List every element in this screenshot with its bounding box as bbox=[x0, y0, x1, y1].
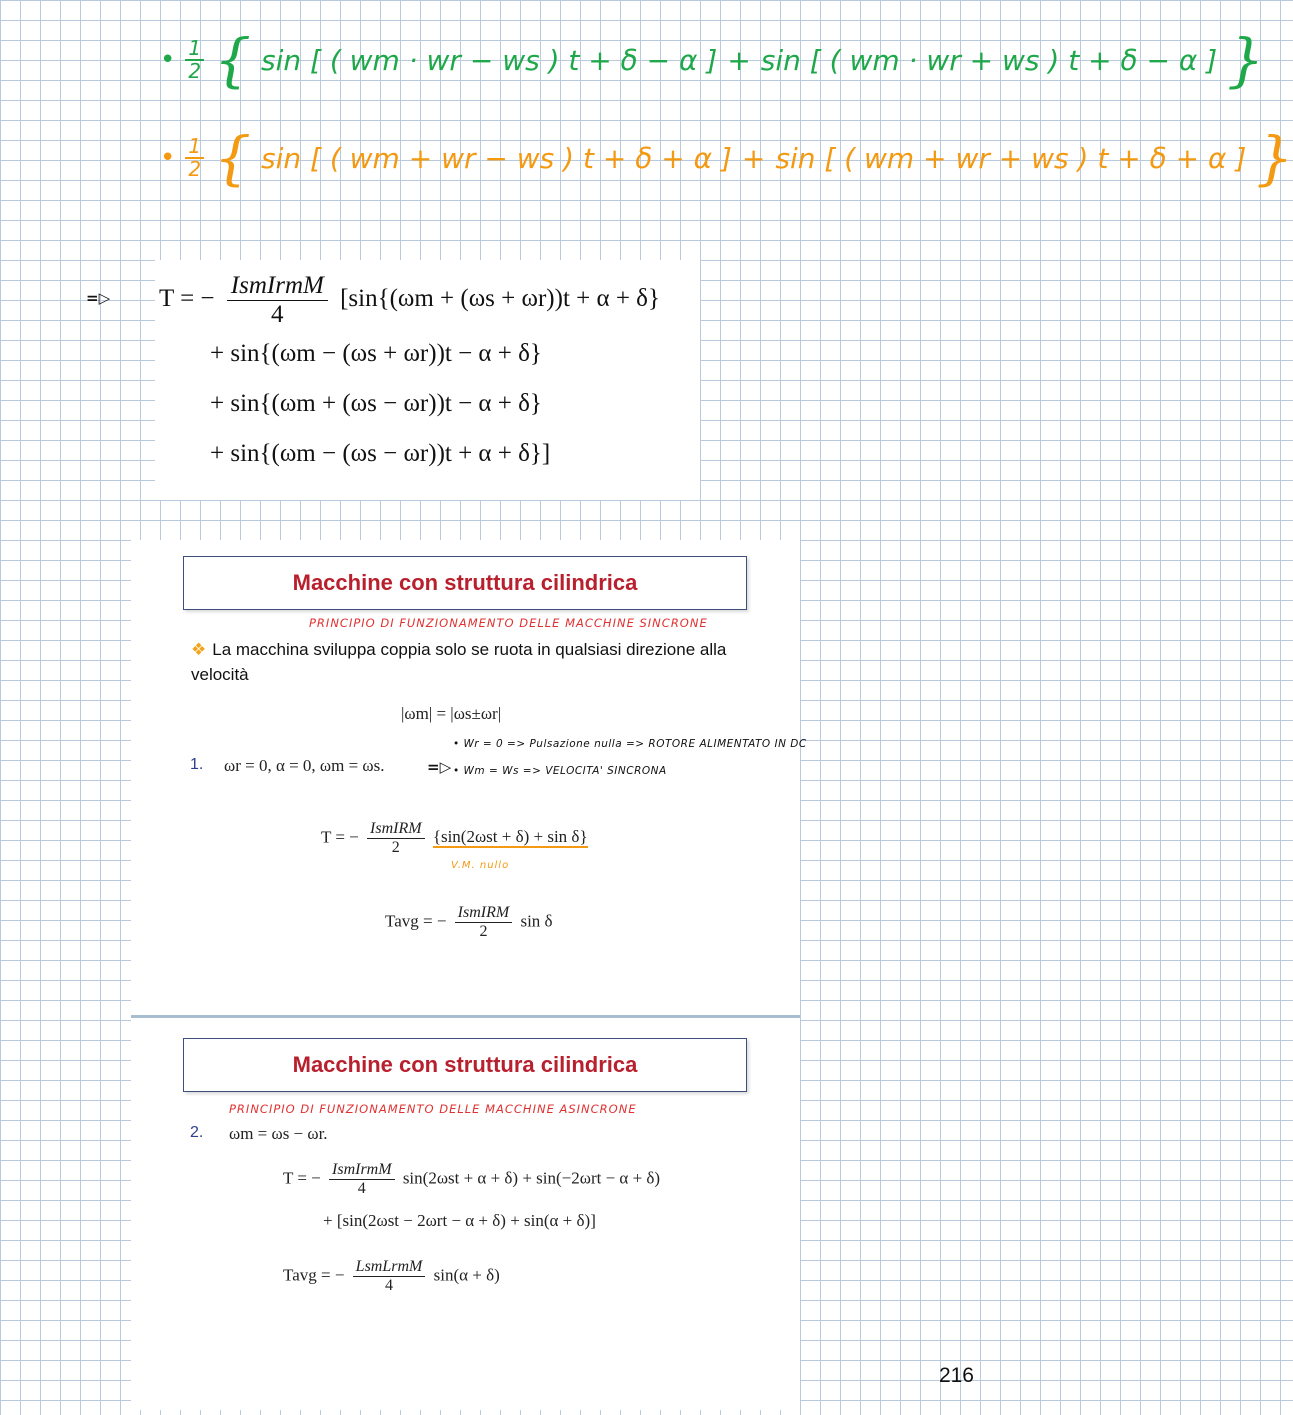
close-brace: } bbox=[1227, 26, 1265, 94]
average-torque-fraction bbox=[455, 904, 513, 941]
torque-fraction bbox=[367, 820, 425, 857]
handwritten-line-orange bbox=[160, 118, 1293, 198]
average-torque-formula bbox=[283, 1258, 500, 1295]
torque-rhs: {sin(2ωst + δ) + sin δ} bbox=[432, 827, 588, 847]
torque-lhs: T = − bbox=[321, 827, 359, 847]
torque-equation-box bbox=[155, 260, 700, 500]
fraction-denominator: 4 bbox=[357, 1180, 366, 1197]
slide-asynchronous bbox=[131, 1018, 800, 1410]
implies-arrow: =▷ bbox=[427, 758, 452, 776]
slide-title: Macchine con struttura cilindrica bbox=[183, 1038, 747, 1092]
implies-arrow: =▷ bbox=[86, 289, 111, 307]
torque-formula bbox=[321, 820, 588, 857]
fraction-numerator: IsmIRM bbox=[367, 820, 425, 839]
handwritten-term-1: sin [ ( wm · wr − ws ) t + δ − α ] bbox=[260, 43, 718, 77]
fraction-half bbox=[185, 136, 204, 180]
average-torque-rhs: sin δ bbox=[520, 911, 553, 931]
torque-equation-row-2: + sin{(ωm − (ωs + ωr))t − α + δ} bbox=[210, 340, 542, 367]
fraction-half bbox=[185, 38, 204, 82]
item-number: 1. bbox=[190, 756, 204, 773]
fraction-numerator: 1 bbox=[185, 136, 204, 159]
torque-equation-row-4: + sin{(ωm − (ωs − ωr))t + α + δ}] bbox=[210, 440, 551, 467]
plus-sign: + bbox=[741, 141, 766, 175]
average-torque-fraction bbox=[353, 1258, 426, 1295]
torque-formula bbox=[283, 1161, 660, 1198]
torque-row-2: + [sin(2ωst − 2ωrt − α + δ) + sin(α + δ)] bbox=[323, 1211, 596, 1230]
fraction-numerator: IsmIrmM bbox=[227, 272, 328, 301]
slide-synchronous bbox=[131, 540, 807, 1015]
handwritten-term-2: sin [ ( wm · wr + ws ) t + δ − α ] bbox=[760, 43, 1218, 77]
slide-title: Macchine con struttura cilindrica bbox=[183, 556, 747, 610]
bullet-text: La macchina sviluppa coppia solo se ruota in qualsiasi direzione alla velocità bbox=[191, 640, 727, 684]
minus-sign: − bbox=[200, 285, 215, 313]
fraction-numerator: IsmIRM bbox=[455, 904, 513, 923]
handwritten-line-green bbox=[160, 20, 1264, 100]
bullet-item bbox=[191, 638, 751, 687]
torque-row-1: sin(2ωst + α + δ) + sin(−2ωrt − α + δ) bbox=[402, 1168, 661, 1188]
item-number: 2. bbox=[190, 1124, 204, 1141]
diamond-bullet-icon: ❖ bbox=[191, 640, 207, 659]
average-torque-formula bbox=[385, 904, 553, 941]
handwritten-term-2: sin [ ( wm + wr + ws ) t + δ + α ] bbox=[775, 141, 1247, 175]
torque-fraction bbox=[227, 272, 328, 329]
fraction-numerator: IsmIrmM bbox=[329, 1161, 395, 1180]
open-brace: { bbox=[214, 26, 251, 94]
fraction-denominator: 2 bbox=[188, 59, 202, 83]
handwritten-note-2: • Wm = Ws => VELOCITA' SINCRONA bbox=[453, 765, 667, 777]
fraction-denominator: 4 bbox=[385, 1277, 394, 1294]
torque-equation-row-3: + sin{(ωm + (ωs − ωr))t − α + δ} bbox=[210, 390, 542, 417]
fraction-denominator: 4 bbox=[271, 301, 284, 328]
average-torque-lhs: Tavg = − bbox=[283, 1265, 345, 1285]
torque-lhs: T = − bbox=[283, 1168, 321, 1188]
torque-lhs: T = bbox=[159, 285, 195, 313]
average-torque-rhs: sin(α + δ) bbox=[433, 1265, 500, 1285]
average-torque-lhs: Tavg = − bbox=[385, 911, 447, 931]
speed-relation: |ωm| = |ωs±ωr| bbox=[401, 704, 502, 723]
close-brace: } bbox=[1256, 124, 1293, 192]
fraction-denominator: 2 bbox=[479, 923, 488, 940]
handwritten-note-1: • Wr = 0 => Pulsazione nulla => ROTORE ALIMENTATO IN DC bbox=[453, 738, 807, 750]
page-number: 216 bbox=[938, 1364, 974, 1387]
handwritten-annotation: PRINCIPIO DI FUNZIONAMENTO DELLE MACCHINE ASINCRONE bbox=[229, 1102, 637, 1116]
torque-term-1: [sin{(ωm + (ωs + ωr))t + α + δ} bbox=[340, 285, 660, 313]
bullet: • bbox=[160, 45, 176, 75]
plus-sign: + bbox=[727, 43, 751, 77]
synchronous-condition: ωr = 0, α = 0, ωm = ωs. bbox=[224, 756, 385, 775]
torque-fraction bbox=[329, 1161, 395, 1198]
open-brace: { bbox=[214, 124, 251, 192]
fraction-denominator: 2 bbox=[188, 157, 202, 181]
torque-equation-row-1 bbox=[159, 272, 660, 329]
underline-annotation: V.M. nullo bbox=[451, 860, 510, 871]
handwritten-annotation: PRINCIPIO DI FUNZIONAMENTO DELLE MACCHINE SINCRONE bbox=[309, 616, 708, 630]
fraction-numerator: 1 bbox=[185, 38, 204, 61]
bullet: • bbox=[160, 143, 176, 173]
fraction-numerator: LsmLrmM bbox=[353, 1258, 426, 1277]
asynchronous-condition: ωm = ωs − ωr. bbox=[229, 1124, 328, 1143]
handwritten-term-1: sin [ ( wm + wr − ws ) t + δ + α ] bbox=[260, 141, 732, 175]
fraction-denominator: 2 bbox=[391, 839, 400, 856]
